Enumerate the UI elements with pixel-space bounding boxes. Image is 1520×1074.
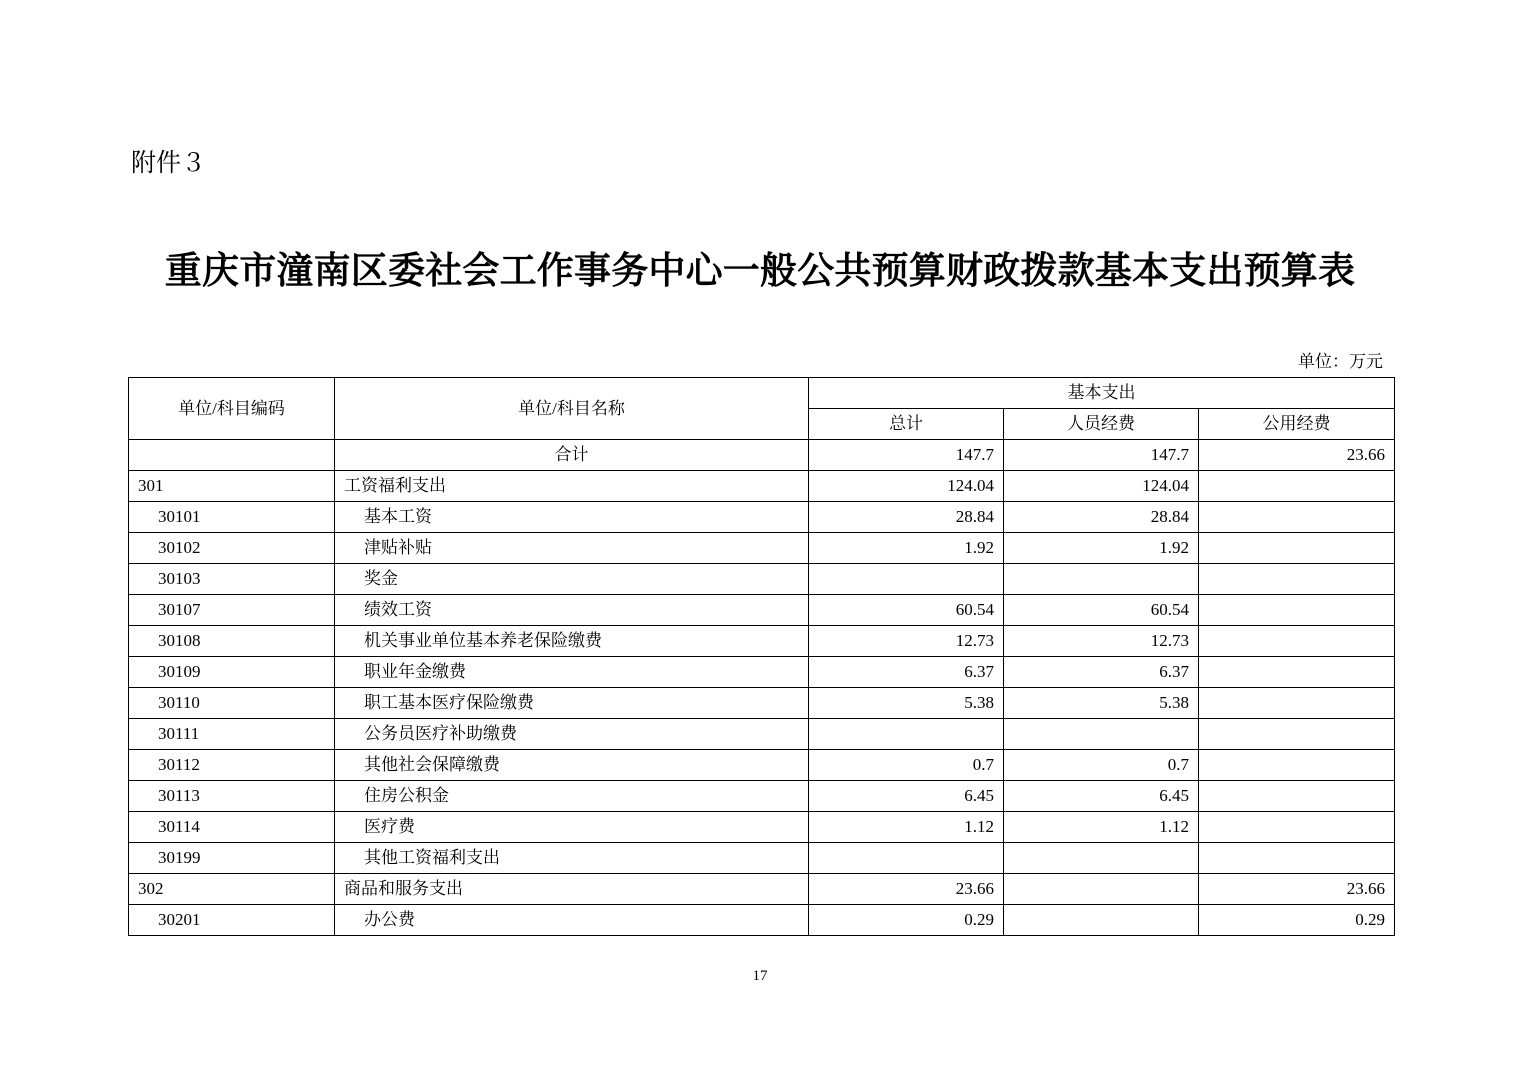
- table-row: [129, 688, 1395, 719]
- cell-name: 津贴补贴: [335, 533, 809, 564]
- cell-code: 30108: [129, 626, 335, 657]
- cell-public: [1199, 750, 1395, 781]
- cell-name: 基本工资: [335, 502, 809, 533]
- cell-total: 124.04: [809, 471, 1004, 502]
- cell-code: 30114: [129, 812, 335, 843]
- header-public: 公用经费: [1199, 409, 1395, 440]
- table-row: [129, 502, 1395, 533]
- cell-personnel: [1004, 874, 1199, 905]
- cell-public: 0.29: [1199, 905, 1395, 936]
- cell-name: 其他社会保障缴费: [335, 750, 809, 781]
- table-row: [129, 719, 1395, 750]
- cell-total: 1.92: [809, 533, 1004, 564]
- table-row: [129, 595, 1395, 626]
- cell-public: 23.66: [1199, 874, 1395, 905]
- header-total: 总计: [809, 409, 1004, 440]
- cell-personnel: 1.92: [1004, 533, 1199, 564]
- cell-personnel: 12.73: [1004, 626, 1199, 657]
- cell-total: [809, 564, 1004, 595]
- cell-public: [1199, 595, 1395, 626]
- cell-personnel: 6.37: [1004, 657, 1199, 688]
- cell-name: 奖金: [335, 564, 809, 595]
- cell-name: 医疗费: [335, 812, 809, 843]
- cell-code: 30199: [129, 843, 335, 874]
- header-name: 单位/科目名称: [335, 378, 809, 440]
- cell-personnel: 0.7: [1004, 750, 1199, 781]
- cell-total: 0.7: [809, 750, 1004, 781]
- page-title: 重庆市潼南区委社会工作事务中心一般公共预算财政拨款基本支出预算表: [164, 248, 1356, 292]
- cell-code: 30102: [129, 533, 335, 564]
- cell-code: 30111: [129, 719, 335, 750]
- cell-code: 302: [129, 874, 335, 905]
- cell-code: 30101: [129, 502, 335, 533]
- cell-total: 12.73: [809, 626, 1004, 657]
- cell-total: 0.29: [809, 905, 1004, 936]
- table-row: [129, 750, 1395, 781]
- cell-name: 其他工资福利支出: [335, 843, 809, 874]
- cell-public: [1199, 781, 1395, 812]
- cell-code: 30113: [129, 781, 335, 812]
- table-header: [129, 378, 1395, 440]
- table-body: [129, 440, 1395, 936]
- cell-personnel: 1.12: [1004, 812, 1199, 843]
- cell-name: 职业年金缴费: [335, 657, 809, 688]
- cell-personnel: 5.38: [1004, 688, 1199, 719]
- cell-name: 绩效工资: [335, 595, 809, 626]
- cell-personnel: [1004, 564, 1199, 595]
- cell-total: 60.54: [809, 595, 1004, 626]
- cell-name: 住房公积金: [335, 781, 809, 812]
- cell-personnel: [1004, 905, 1199, 936]
- cell-public: [1199, 471, 1395, 502]
- cell-name: 公务员医疗补助缴费: [335, 719, 809, 750]
- cell-public: [1199, 719, 1395, 750]
- unit-label: 单位：万元: [1298, 352, 1383, 371]
- cell-code: 30201: [129, 905, 335, 936]
- cell-code: 30109: [129, 657, 335, 688]
- cell-personnel: 147.7: [1004, 440, 1199, 471]
- table-row: [129, 812, 1395, 843]
- cell-public: [1199, 657, 1395, 688]
- cell-public: [1199, 688, 1395, 719]
- cell-public: [1199, 533, 1395, 564]
- cell-total: 28.84: [809, 502, 1004, 533]
- table-row: [129, 874, 1395, 905]
- cell-total: 5.38: [809, 688, 1004, 719]
- table-row: [129, 781, 1395, 812]
- cell-code: 30103: [129, 564, 335, 595]
- table-row: [129, 564, 1395, 595]
- cell-total: [809, 843, 1004, 874]
- cell-name: 工资福利支出: [335, 471, 809, 502]
- cell-personnel: 124.04: [1004, 471, 1199, 502]
- cell-public: [1199, 843, 1395, 874]
- cell-name: 办公费: [335, 905, 809, 936]
- cell-code: 30112: [129, 750, 335, 781]
- cell-code: 30110: [129, 688, 335, 719]
- cell-public: [1199, 812, 1395, 843]
- cell-name: 机关事业单位基本养老保险缴费: [335, 626, 809, 657]
- cell-personnel: [1004, 719, 1199, 750]
- cell-total: 1.12: [809, 812, 1004, 843]
- table-row: [129, 471, 1395, 502]
- cell-total: 147.7: [809, 440, 1004, 471]
- cell-code: [129, 440, 335, 471]
- table-row: [129, 843, 1395, 874]
- cell-name: 商品和服务支出: [335, 874, 809, 905]
- header-personnel: 人员经费: [1004, 409, 1199, 440]
- cell-personnel: 6.45: [1004, 781, 1199, 812]
- cell-personnel: 60.54: [1004, 595, 1199, 626]
- cell-total: 6.37: [809, 657, 1004, 688]
- table-row-total: [129, 440, 1395, 471]
- table-row: [129, 905, 1395, 936]
- header-code: 单位/科目编码: [129, 378, 335, 440]
- cell-public: [1199, 502, 1395, 533]
- cell-name: 合计: [335, 440, 809, 471]
- cell-total: [809, 719, 1004, 750]
- cell-personnel: [1004, 843, 1199, 874]
- table-row: [129, 626, 1395, 657]
- cell-public: 23.66: [1199, 440, 1395, 471]
- table-row: [129, 657, 1395, 688]
- cell-total: 23.66: [809, 874, 1004, 905]
- page-number: 17: [752, 968, 768, 984]
- cell-code: 301: [129, 471, 335, 502]
- cell-name: 职工基本医疗保险缴费: [335, 688, 809, 719]
- table-row: [129, 533, 1395, 564]
- cell-personnel: 28.84: [1004, 502, 1199, 533]
- cell-public: [1199, 626, 1395, 657]
- cell-code: 30107: [129, 595, 335, 626]
- header-basic-expense: 基本支出: [809, 378, 1395, 409]
- cell-total: 6.45: [809, 781, 1004, 812]
- budget-table: [128, 377, 1395, 936]
- attachment-label: 附件３: [131, 148, 207, 177]
- cell-public: [1199, 564, 1395, 595]
